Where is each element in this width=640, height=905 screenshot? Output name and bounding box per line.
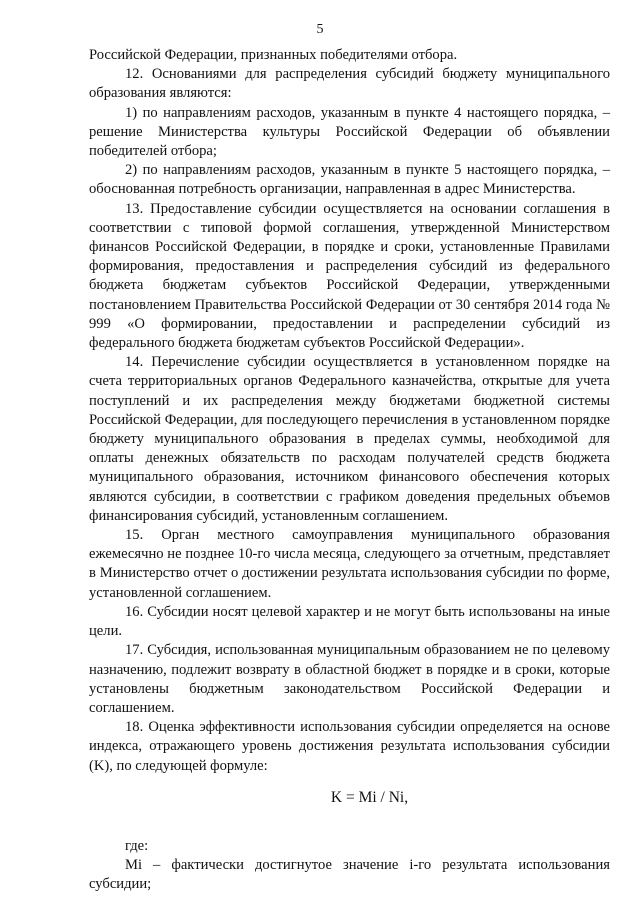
paragraph-16: 16. Субсидии носят целевой характер и не могут быть использованы на иные цели. [89,603,610,640]
formula: K = Mi / Ni, [330,788,409,806]
paragraph-15: 15. Орган местного самоуправления муниципального образования ежемесячно не позднее 10-го числа месяца, следующего за отчетным, представляет в Министерство отчет о достижении результата использования субсидии по форме, установленной соглашением. [89,527,610,601]
paragraph-12-item-2: 2) по направлениям расходов, указанным в пункте 5 настоящего порядка, – обоснованная потребность организации, направленная в адрес Министерства. [89,162,610,198]
paragraph-continuation: Российской Федерации, признанных победителями отбора. [89,47,458,63]
paragraph-14: 14. Перечисление субсидии осуществляется в установленном порядке на счета территориальных органов Федерального казначейства, открытые для учета поступлений и их распределения между бюджетами бюджетной системы Российской Федерации, для последующего перечисления в установленном порядке бюджету муниципального образования в пределах суммы, необходимой для оплаты денежных обязательств по расходам получателей средств бюджета муниципального образования, источником финансового обеспечения которых являются субсидии, в соответствии с графиком доведения предельных объемов финансирования субсидий, установленным соглашением. [89,354,610,524]
paragraph-17: 17. Субсидия, использованная муниципальным образованием не по целевому назначению, подлежит возврату в областной бюджет в порядке и в сроки, которые установлены бюджетным законодательством Российской Федерации и соглашением. [89,642,610,716]
page-number: 5 [316,22,324,37]
document-body [89,46,610,895]
formula-variable-definition: Mi – фактически достигнутое значение i-го результата использования субсидии; [89,857,610,893]
formula-where-label: где: [125,837,149,854]
paragraph-12: 12. Основаниями для распределения субсидий бюджету муниципального образования являются: [89,66,610,102]
paragraph-13: 13. Предоставление субсидии осуществляется на основании соглашения в соответствии с типовой формой соглашения, утвержденной Министерством финансов Российской Федерации, в порядке и сроки, установленные Правилами формирования, предоставления и распределения субсидий из федерального бюджета бюджетам субъектов Российской Федерации, утвержденными постановлением Правительства Российской Федерации от 30 сентября 2014 года № 999 «О формировании, предоставлении и распределении субсидий из федерального бюджета бюджетам субъектов Российской Федерации». [89,200,610,352]
paragraph-12-item-1: 1) по направлениям расходов, указанным в пункте 4 настоящего порядка, – решение Министерства культуры Российской Федерации об объявлении победителей отбора; [89,104,610,160]
paragraph-18: 18. Оценка эффективности использования субсидии определяется на основе индекса, отражающего уровень достижения результата использования субсидии (K), по следующей формуле: [89,719,610,774]
